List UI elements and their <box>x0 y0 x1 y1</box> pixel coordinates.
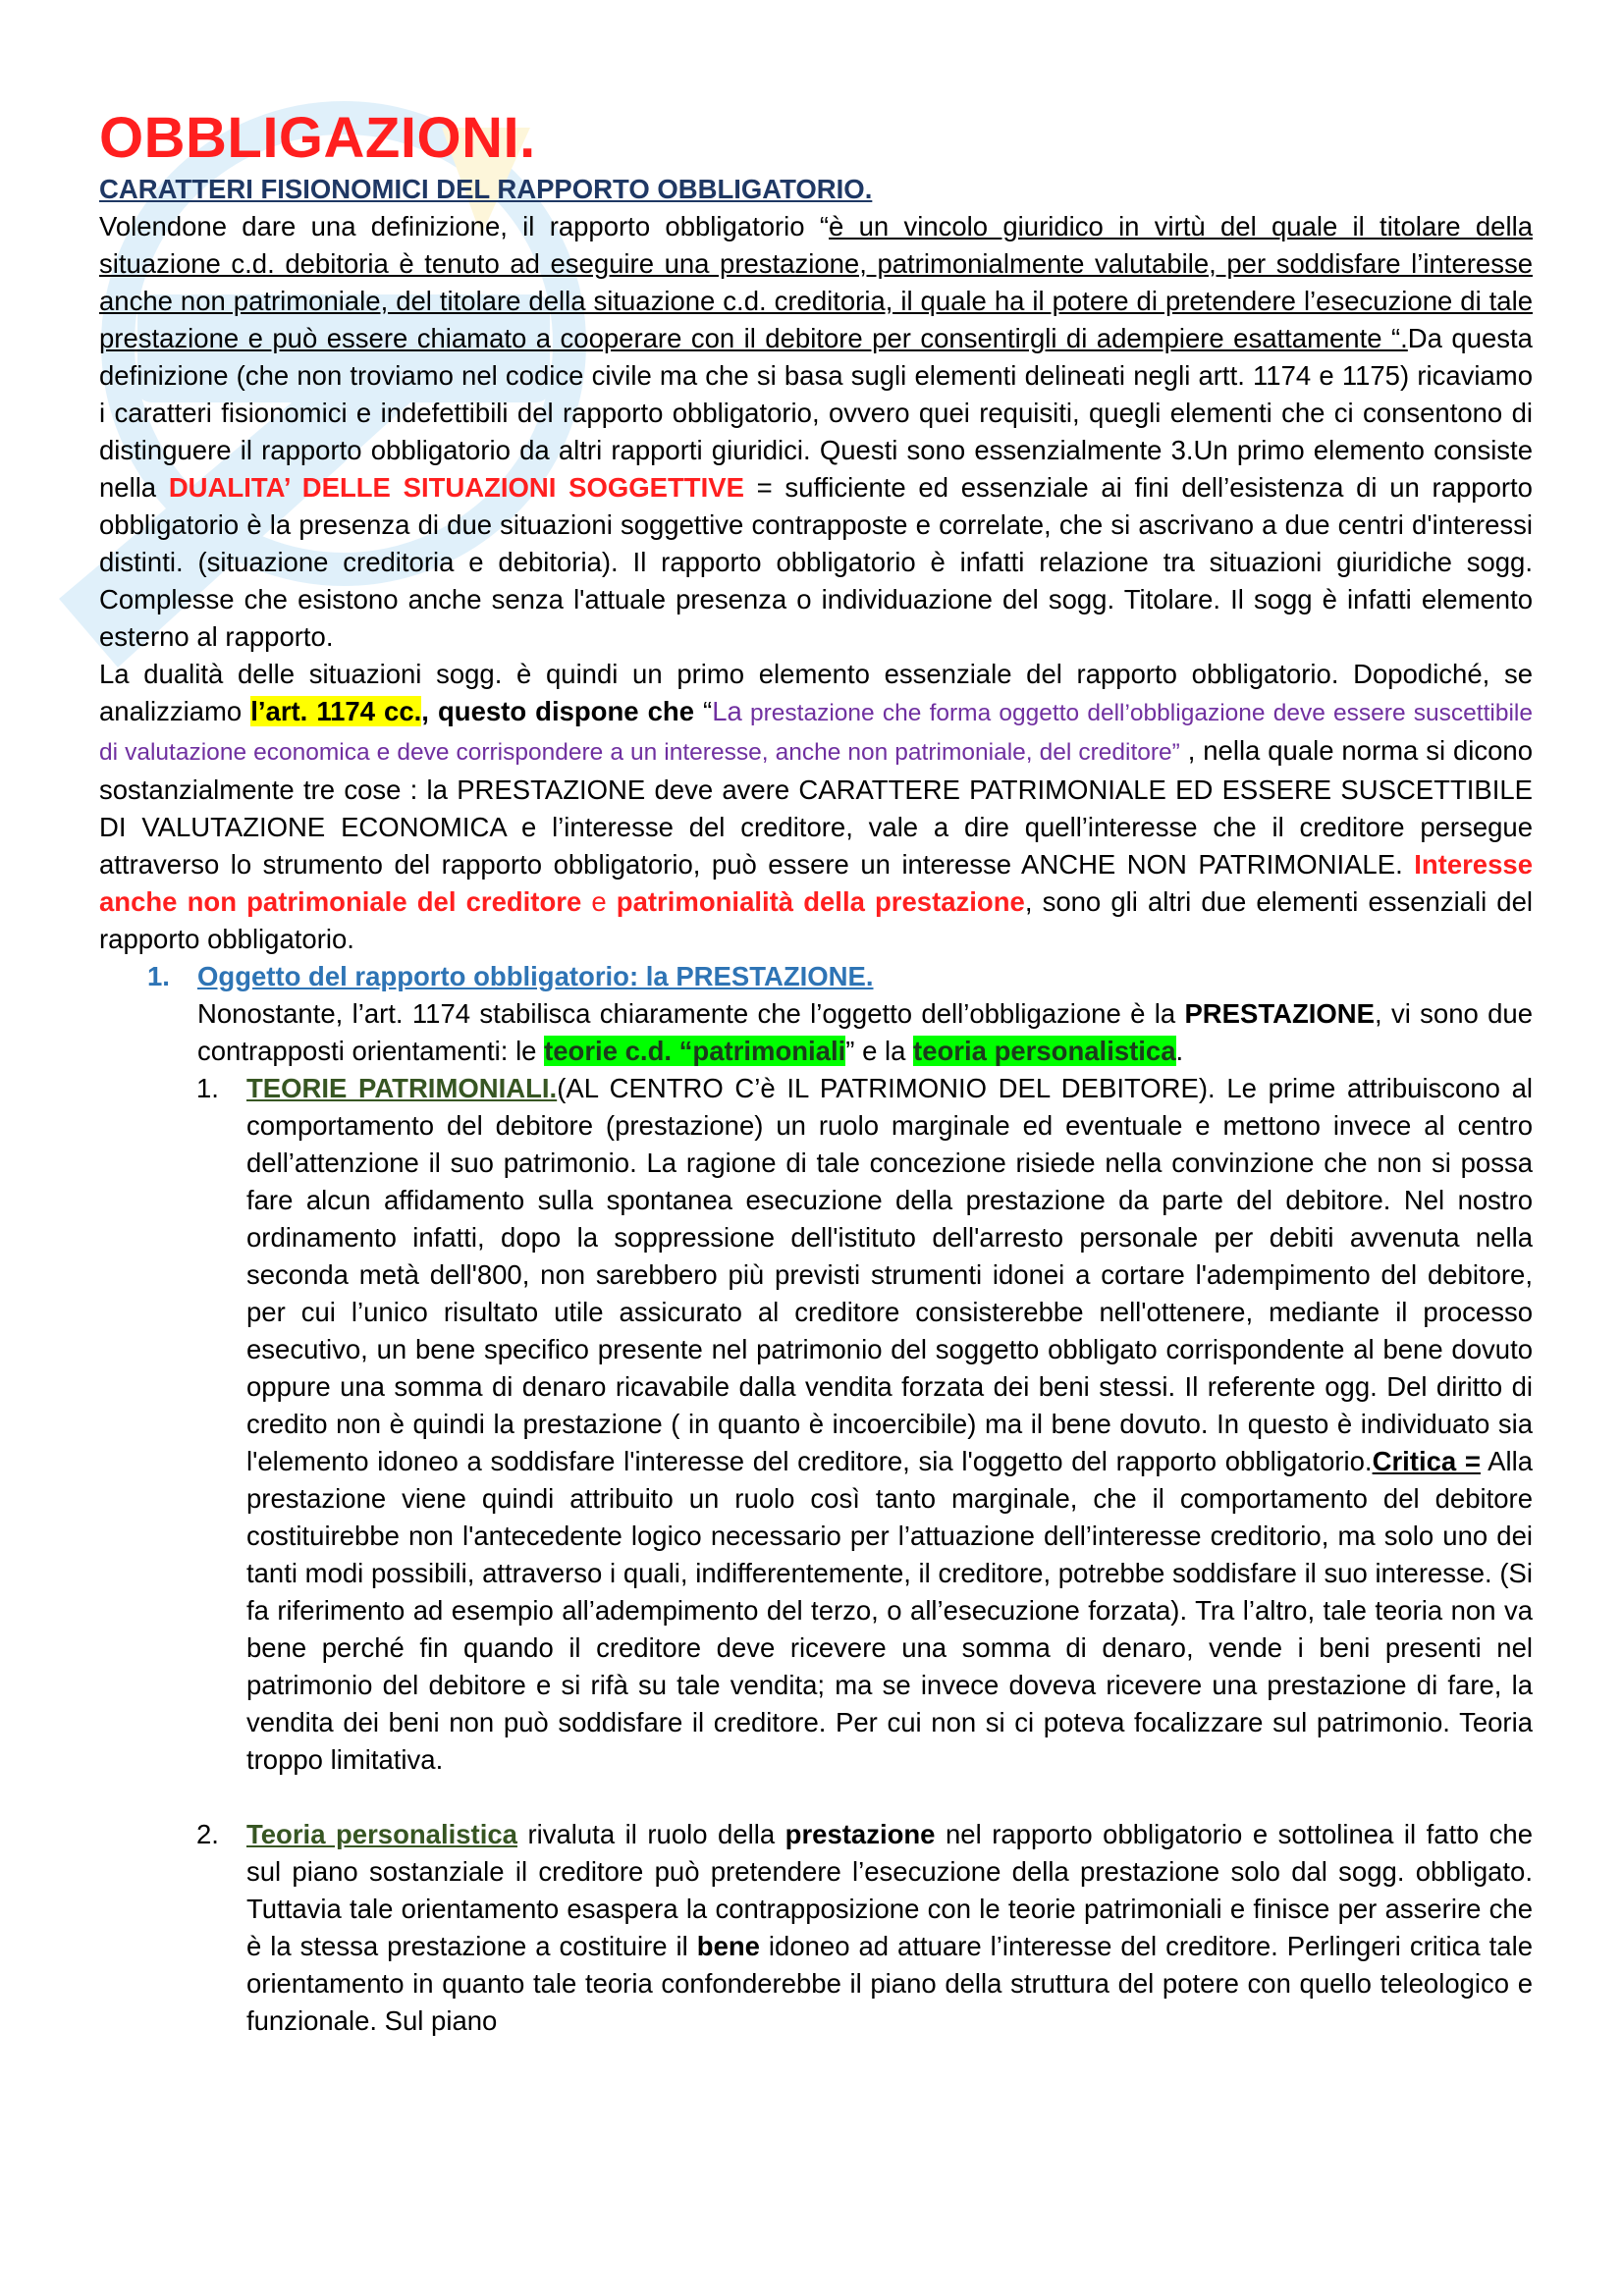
red-emphasis: patrimonialità della prestazione <box>616 886 1025 917</box>
list-item-teorie-patrimoniali <box>196 1070 1534 1779</box>
item-paragraph <box>246 1816 1533 2040</box>
text-run: , sono gli altri due elementi essenziali del rapporto obbligatorio. <box>99 886 1534 954</box>
text-run: , nella quale norma si dicono sostanzialmente tre cose : la PRESTAZIONE deve avere CARATTERE PATRIMONIALE ED ESSERE SUSCETTIBILE DI VALUTAZIONE ECONOMICA e l’interesse del creditore, vale a dire quell’interesse che il creditore persegue attraverso lo strumento del rapporto obbligatorio, può essere un interesse ANCHE NON PATRIMONIALE. <box>99 735 1534 880</box>
list-number: 1. <box>147 961 170 991</box>
text-run: Alla prestazione viene quindi attribuito un ruolo così tanto marginale, che il comportamento del debitore costituirebbe non l'antecedente logico necessario per l’attuazione dell’interesse creditorio, ma solo uno dei tanti modi possibili, attraverso i quali, indifferentemente, il creditore, potrebbe soddisfare il suo interesse. (Si fa riferimento ad esempio all’adempimento del terzo, o all’esecuzione forzata). Tra l’altro, tale teoria non va bene perché fin quando il creditore deve ricevere una somma di denaro, vende i beni presenti nel patrimonio del debitore e si rifà su tale vendita; ma se invece doveva ricevere una prestazione di fare, la vendita dei beni non può soddisfare il creditore. Per cui non si ci poteva focalizzare sul patrimonio. Teoria troppo limitativa. <box>246 1446 1534 1775</box>
text-run: nel rapporto obbligatorio e sottolinea il fatto che sul piano sostanziale il creditore può pretendere l’esecuzione della prestazione solo dal sogg. obbligato. Tuttavia tale orientamento esaspera la contrapposizione con le teorie patrimoniali e finisce per asserire che è la stessa prestazione a costituire il <box>246 1819 1533 1961</box>
section-paragraph <box>197 995 1533 1070</box>
intro-rest: Da questa definizione (che non troviamo nel codice civile ma che si basa sugli elementi delineati negli artt. 1174 e 1175) ricaviamo i caratteri fisionomici e indefettibili del rapporto obbligatorio, ovvero quei requisiti, quegli elementi che ci consentono di distinguere il rapporto obbligatorio da altri rapporti giuridici. Questi sono essenzialmente 3.Un primo elemento consiste nella <box>99 323 1533 503</box>
section-heading: CARATTERI FISIONOMICI DEL RAPPORTO OBBLIGATORIO. <box>99 174 873 204</box>
text-run: e <box>581 886 617 917</box>
text-run: (AL CENTRO C’è IL PATRIMONIO DEL DEBITORE). Le prime attribuiscono al comportamento del debitore (prestazione) un ruolo marginale ed eventuale e mettono invece al centro dell’attenzione il suo patrimonio. La ragione di tale concezione risiede nella convinzione che non si possa fare alcun affidamento sulla spontanea esecuzione della prestazione da parte del debitore. Nel nostro ordinamento infatti, dopo la soppressione dell'istituto dell'arresto personale per debiti avvenuta nella seconda metà dell'800, non sarebbero più previsti strumenti idonei a cortare l'adempimento del debitore, per cui l’unico risultato utile assicurato al creditore consisterebbe nell'ottenere, mediante il processo esecutivo, un bene specifico presente nel patrimonio del soggetto obbligato corrispondente al bene dovuto oppure una somma di denaro ricavabile dalla vendita forzata dei beni stessi. Il referente ogg. Del diritto di credito non è quindi la prestazione ( in quanto è incoercibile) ma il bene dovuto. In questo è individuato sia l'elemento idoneo a soddisfare l'interesse del creditore, sia l'oggetto del rapporto obbligatorio. <box>246 1073 1534 1476</box>
highlight-personalistica: teoria personalistica <box>913 1036 1176 1066</box>
subsection-heading: Oggetto del rapporto obbligatorio: la PRESTAZIONE. <box>197 961 874 991</box>
list-item-section-1 <box>147 958 1533 1070</box>
text-run: Nonostante, l’art. 1174 stabilisca chiaramente che l’oggetto dell’obbligazione è la <box>197 998 1185 1029</box>
document-page <box>99 106 1533 2040</box>
critica-label: Critica = <box>1372 1446 1481 1476</box>
highlight-patrimoniali: teorie c.d. “patrimoniali <box>544 1036 846 1066</box>
quote-start: La <box>712 696 742 726</box>
item-heading: TEORIE PATRIMONIALI. <box>246 1073 558 1103</box>
red-emphasis: Interesse anche non patrimoniale del creditore <box>99 849 1533 917</box>
duality-text: = sufficiente ed essenziale ai fini dell’esistenza di un rapporto obbligatorio è la presenza di due situazioni soggettive contrapposte e correlate, che si ascrivano a due centri d'interessi distinti. (situazione creditoria e debitoria). Il rapporto obbligatorio è infatti relazione tra situazioni giuridiche sogg. Complesse che esistono anche senza l'attuale presenza o individuazione del sogg. Titolare. Il sogg è infatti elemento esterno al rapporto. <box>99 472 1533 652</box>
text-run-bold: prestazione <box>784 1819 936 1849</box>
text-run: “ <box>694 696 713 726</box>
text-run-bold: , questo dispone che <box>421 696 694 726</box>
text-run: ” e la <box>845 1036 914 1066</box>
definition-text: è un vincolo giuridico in virtù del quale il titolare della situazione c.d. debitoria è tenuto ad eseguire una prestazione, patrimonialmente valutabile, per soddisfare l’interesse anche non patrimoniale, del titolare della situazione c.d. creditoria, il quale ha il potere di pretendere l’esecuzione di tale prestazione e può essere chiamato a cooperare con il debitore per consentirgli di adempiere esattamente “. <box>99 211 1533 353</box>
article-quote: prestazione che forma oggetto dell’obbligazione deve essere suscettibile di valutazione economica e deve corrispondere a un interesse, anche non patrimoniale, del creditore” <box>99 700 1533 766</box>
text-run: . <box>1175 1036 1184 1066</box>
text-run: , vi sono due contrapposti orientamenti: le <box>197 998 1533 1066</box>
duality-label: DUALITA’ DELLE SITUAZIONI SOGGETTIVE <box>168 472 744 503</box>
text-run-bold: bene <box>696 1931 760 1961</box>
list-number: 2. <box>196 1819 219 1849</box>
list-item-teoria-personalistica <box>196 1816 1533 2040</box>
intro-lead: Volendone dare una definizione, il rapporto obbligatorio “ <box>99 211 830 241</box>
text-run-bold: PRESTAZIONE <box>1184 998 1375 1029</box>
text-run: rivaluta il ruolo della <box>516 1819 785 1849</box>
list-number: 1. <box>196 1073 219 1103</box>
item-heading: Teoria personalistica <box>246 1819 517 1849</box>
spacer <box>99 1779 1533 1816</box>
text-run: idoneo ad attuare l’interesse del creditore. Perlingeri critica tale orientamento in quanto tale teoria confonderebbe il piano della struttura del potere con quello teleologico e funzionale. Sul piano <box>246 1931 1533 2036</box>
page-title: OBBLIGAZIONI. <box>99 106 536 170</box>
text-run: La dualità delle situazioni sogg. è quindi un primo elemento essenziale del rapporto obbligatorio. Dopodiché, se analizziamo <box>99 659 1533 726</box>
article-reference: l’art. 1174 cc. <box>250 696 422 726</box>
article-paragraph <box>99 656 1533 958</box>
intro-paragraph <box>99 208 1533 656</box>
item-paragraph <box>246 1070 1533 1779</box>
